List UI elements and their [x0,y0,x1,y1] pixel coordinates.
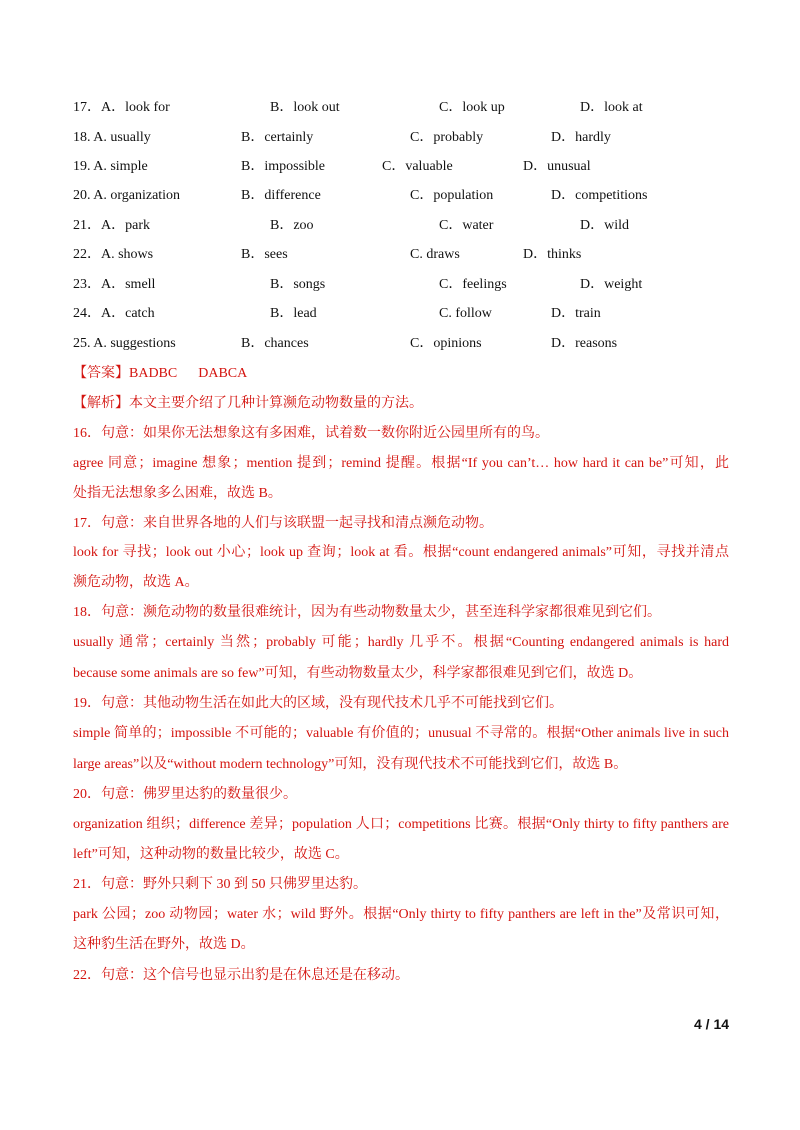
analysis-18-meaning: 18．句意：濒危动物的数量很难统计，因为有些动物数量太少，甚至连科学家都很难见到它们。 [73,605,661,620]
option-d: D．weight [580,277,643,292]
option-b: B．impossible [241,159,326,174]
option-d: D．train [551,306,601,321]
analysis-16-words: agree 同意；imagine 想象；mention 提到；remind 提醒。根据“If you can’t… how hard it can be”可知，此 [73,456,729,471]
analysis-19-meaning: 19．句意：其他动物生活在如此大的区域，没有现代技术几乎不可能找到它们。 [73,696,563,711]
analysis-17-words: look for 寻找；look out 小心；look up 查询；look at 看。根据“count endangered animals”可知，寻找并清点 [73,545,729,560]
analysis-19-conclusion: large areas”以及“without modern technology”可知，没有现代技术不可能找到它们，故选 B。 [73,757,628,772]
analysis-21-meaning: 21．句意：野外只剩下 30 到 50 只佛罗里达豹。 [73,877,367,892]
option-d: D．thinks [523,247,582,262]
option-b: B．chances [241,336,309,351]
option-a: 19. A. simple [73,159,148,174]
analysis-summary: 【解析】本文主要介绍了几种计算濒危动物数量的方法。 [73,396,423,411]
option-c: C．look up [439,100,505,115]
option-a: 21．A．park [73,218,150,233]
option-a: 25. A. suggestions [73,336,176,351]
option-c: C．probably [410,130,484,145]
option-c: C．opinions [410,336,482,351]
option-d: D．look at [580,100,643,115]
option-a: 22．A. shows [73,247,154,262]
option-b: B．certainly [241,130,314,145]
option-d: D．reasons [551,336,618,351]
option-a: 24．A．catch [73,306,155,321]
analysis-21-conclusion: 这种豹生活在野外，故选 D。 [73,937,255,952]
option-a: 20. A. organization [73,188,181,203]
option-a: 23．A．smell [73,277,156,292]
answer-line: 【答案】BADBC DABCA [73,366,248,381]
analysis-17-meaning: 17．句意：来自世界各地的人们与该联盟一起寻找和清点濒危动物。 [73,516,493,531]
analysis-16-conclusion: 处指无法想象多么困难，故选 B。 [73,486,282,501]
analysis-21-words: park 公园；zoo 动物园；water 水；wild 野外。根据“Only thirty to fifty panthers are left in the”及常识可知， [73,907,729,922]
analysis-16-meaning: 16．句意：如果你无法想象这有多困难，试着数一数你附近公园里所有的鸟。 [73,426,549,441]
option-a: 17．A．look for [73,100,170,115]
option-c: C．water [439,218,494,233]
analysis-18-words: usually 通常；certainly 当然；probably 可能；hardly 几乎不。根据“Counting endangered animals is hard [73,635,729,650]
analysis-20-words: organization 组织；difference 差异；population 人口；competitions 比赛。根据“Only thirty to fifty panthers are [73,817,729,832]
analysis-20-meaning: 20．句意：佛罗里达豹的数量很少。 [73,787,297,802]
option-d: D．unusual [523,159,591,174]
analysis-19-words: simple 简单的；impossible 不可能的；valuable 有价值的；unusual 不寻常的。根据“Other animals live in such [73,726,729,741]
analysis-18-conclusion: because some animals are so few”可知，有些动物数量太少，科学家都很难见到它们，故选 D。 [73,666,643,681]
option-c: C．feelings [439,277,507,292]
option-c: C. follow [439,306,492,321]
analysis-20-conclusion: left”可知，这种动物的数量比较少，故选 C。 [73,847,349,862]
option-c: C．valuable [382,159,453,174]
option-a: 18. A. usually [73,130,151,145]
option-d: D．wild [580,218,629,233]
analysis-17-conclusion: 濒危动物，故选 A。 [73,575,199,590]
option-d: D．hardly [551,130,611,145]
option-b: B．zoo [270,218,314,233]
option-b: B．look out [270,100,340,115]
option-b: B．sees [241,247,288,262]
option-c: C. draws [410,247,460,262]
option-b: B．lead [270,306,317,321]
option-c: C．population [410,188,494,203]
option-d: D．competitions [551,188,648,203]
option-b: B．difference [241,188,321,203]
option-b: B．songs [270,277,326,292]
page-number: 4 / 14 [694,1016,730,1032]
analysis-22-meaning: 22．句意：这个信号也显示出豹是在休息还是在移动。 [73,968,409,983]
